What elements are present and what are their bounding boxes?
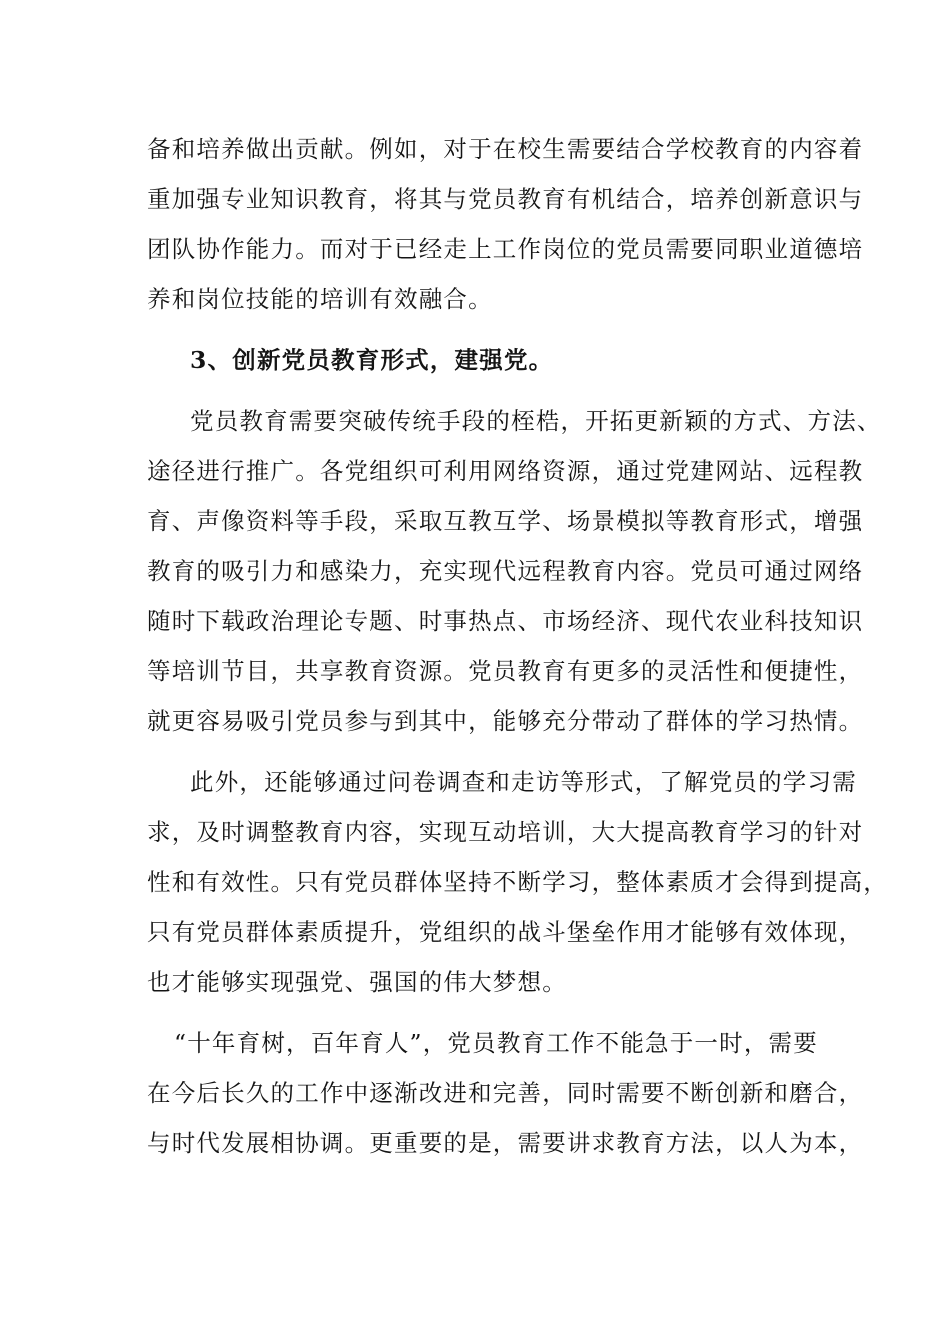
text-line: 就更容易吸引党员参与到其中，能够充分带动了群体的学习热情。 xyxy=(147,707,864,735)
text-line: 途径进行推广。各党组织可利用网络资源，通过党建网站、远程教 xyxy=(147,457,864,485)
text-line: 党员教育需要突破传统手段的桎梏，开拓更新颖的方式、方法、 xyxy=(190,407,882,435)
text-line: 养和岗位技能的培训有效融合。 xyxy=(147,285,493,313)
text-line: 与时代发展相协调。更重要的是，需要讲求教育方法，以人为本， xyxy=(147,1129,864,1157)
text-line: 在今后长久的工作中逐渐改进和完善，同时需要不断创新和磨合， xyxy=(147,1079,864,1107)
section-heading: 3、创新党员教育形式，建强党。 xyxy=(190,346,554,374)
text-line: 随时下载政治理论专题、时事热点、市场经济、现代农业科技知识 xyxy=(147,607,864,635)
text-line: 性和有效性。只有党员群体坚持不断学习，整体素质才会得到提高， xyxy=(147,868,888,896)
text-line: 求，及时调整教育内容，实现互动培训，大大提高教育学习的针对 xyxy=(147,818,864,846)
text-line: 教育的吸引力和感染力，充实现代远程教育内容。党员可通过网络 xyxy=(147,557,864,585)
text-line: 只有党员群体素质提升，党组织的战斗堡垒作用才能够有效体现， xyxy=(147,918,864,946)
text-line: 也才能够实现强党、强国的伟大梦想。 xyxy=(147,968,567,996)
text-line: 重加强专业知识教育，将其与党员教育有机结合，培养创新意识与 xyxy=(147,185,864,213)
text-line: 育、声像资料等手段，采取互教互学、场景模拟等教育形式，增强 xyxy=(147,507,864,535)
text-line: 此外，还能够通过问卷调查和走访等形式，了解党员的学习需 xyxy=(190,768,857,796)
text-line: 等培训节目，共享教育资源。党员教育有更多的灵活性和便捷性， xyxy=(147,657,864,685)
text-line: 团队协作能力。而对于已经走上工作岗位的党员需要同职业道德培 xyxy=(147,235,864,263)
text-line: 备和培养做出贡献。例如，对于在校生需要结合学校教育的内容着 xyxy=(147,135,864,163)
text-line: “十年育树，百年育人”，党员教育工作不能急于一时，需要 xyxy=(174,1029,818,1057)
